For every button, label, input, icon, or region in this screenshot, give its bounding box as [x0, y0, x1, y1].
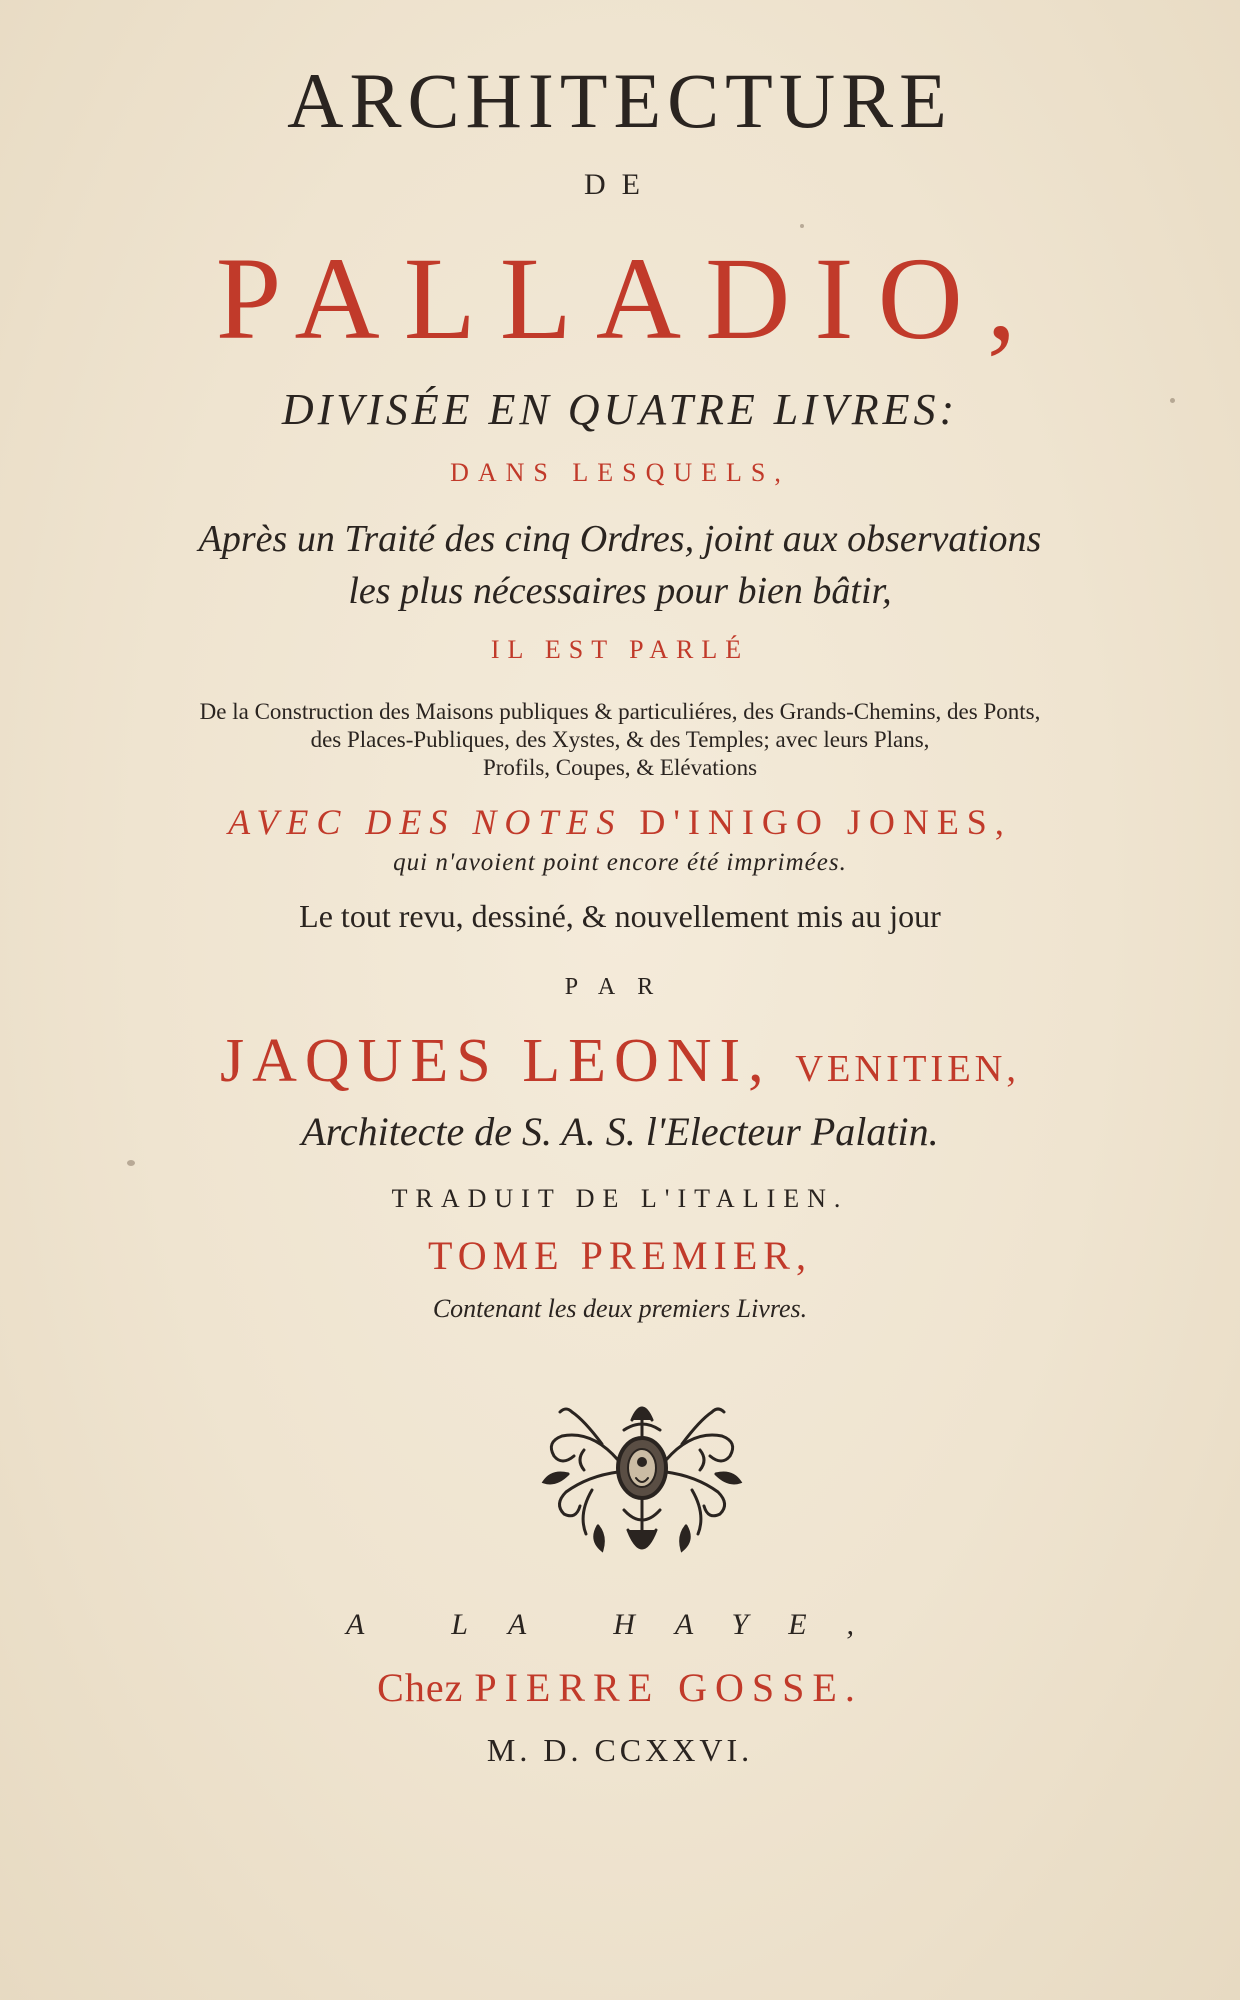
qui-navoient: qui n'avoient point encore été imprimées.: [393, 849, 847, 876]
apres-traite-line-2: les plus nécessaires pour bien bâtir,: [348, 570, 892, 612]
traduit-de-litalien: TRADUIT DE L'ITALIEN.: [391, 1184, 849, 1213]
subtitle-divisee: DIVISÉE EN QUATRE LIVRES:: [281, 385, 959, 434]
author-line: [0, 1027, 1240, 1095]
imprint-date: M. D. CCXXVI.: [486, 1732, 754, 1768]
avec-des-notes: AVEC DES NOTES: [228, 802, 623, 842]
printer-ornament-icon: [532, 1390, 752, 1570]
paper-speck: [1170, 398, 1175, 403]
title-palladio: PALLADIO,: [215, 233, 1041, 364]
imprint-publisher-line: [0, 1665, 1240, 1710]
author-title: Architecte de S. A. S. l'Electeur Palatin.: [301, 1109, 939, 1154]
dans-lesquels: DANS LESQUELS,: [450, 458, 790, 487]
imprint-place: A LA HAYE,: [345, 1608, 895, 1641]
il-est-parle: IL EST PARLÉ: [490, 635, 750, 664]
construction-line-3: Profils, Coupes, & Elévations: [482, 755, 758, 780]
paper-speck: [800, 224, 804, 228]
contenant-livres: Contenant les deux premiers Livres.: [432, 1294, 808, 1323]
apres-traite-line-1: Après un Traité des cinq Ordres, joint aux observations: [198, 518, 1042, 560]
le-tout-revu: Le tout revu, dessiné, & nouvellement mis au jour: [299, 898, 941, 934]
tome-premier: TOME PREMIER,: [428, 1233, 812, 1278]
title-de: DE: [584, 168, 656, 201]
author-origin: VENITIEN,: [795, 1048, 1021, 1090]
inigo-jones-name: D'INIGO JONES,: [639, 802, 1012, 842]
par: PAR: [564, 974, 676, 1000]
imprint-publisher: PIERRE GOSSE.: [474, 1665, 863, 1710]
paper-speck: [127, 1160, 135, 1166]
imprint-chez: Chez: [377, 1665, 464, 1710]
title-architecture: ARCHITECTURE: [287, 57, 953, 144]
notes-inigo-jones: [0, 804, 1240, 840]
author-name: JAQUES LEONI,: [219, 1027, 772, 1095]
construction-line-2: des Places-Publiques, des Xystes, & des Temples; avec leurs Plans,: [310, 727, 930, 752]
construction-line-1: De la Construction des Maisons publiques & particuliéres, des Grands-Chemins, des Ponts,: [199, 699, 1041, 724]
